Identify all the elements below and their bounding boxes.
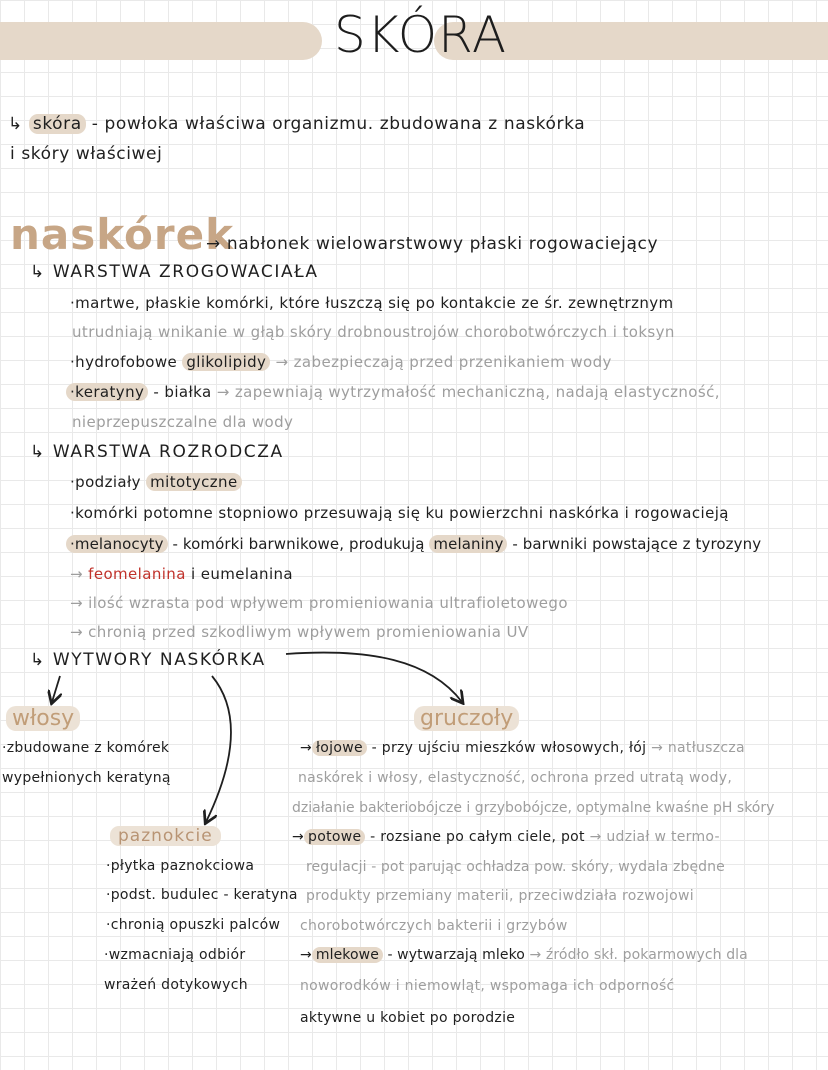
lojowe-desc: - przy ujściu mieszków włosowych, łój [371,740,647,756]
intro-term: skóra [29,114,86,134]
rozrodcza-line-2: ·komórki potomne stopniowo przesuwają się ku powierzchni naskórka i rogowacieją [70,504,729,522]
naskorek-heading: naskórek [10,210,235,259]
mlekowe-arrow: → [300,947,312,963]
glikolipidy-term: glikolipidy [182,353,270,371]
lojowe-arrow: → [300,740,313,756]
rozrodcza-line-6: → chronią przed szkodliwym wpływem promieniowania UV [70,623,529,641]
intro-arrow: ↳ [8,114,23,134]
potowe-desc: - rozsiane po całym ciele, pot [370,829,585,845]
arrow-to-paznokcie [206,676,231,822]
podzialy-text: ·podziały [70,473,141,491]
wlosy-heading: włosy [6,706,80,731]
keratyny-desc: → zapewniają wytrzymałość mechaniczną, nadają elastyczność, [216,383,720,401]
mitotyczne-term: mitotyczne [146,473,241,491]
zrogowaciala-line-2: utrudniają wnikanie w głąb skóry drobnoustrojów chorobotwórczych i toksyn [72,323,675,341]
potowe-line-1 [292,829,720,845]
wlosy-line-2: wypełnionych keratyną [2,770,171,786]
intro-line-2: i skóry właściwej [10,144,163,164]
arrow-to-gruczoly [286,653,462,702]
wlosy-line-1: ·zbudowane z komórek [2,740,170,756]
feomelanina-term: feomelanina [88,565,186,583]
potowe-arrow: → [292,829,305,845]
melaniny-desc: - barwniki powstające z tyrozyny [512,535,762,553]
potowe-line-2: regulacji - pot parując ochładza pow. skóry, wydala zbędne [306,859,725,875]
glikolipidy-desc: → zabezpieczają przed przenikaniem wody [275,353,612,371]
melanocyty-term: ·melanocyty [66,535,168,553]
naskorek-description: → nabłonek wielowarstwowy płaski rogowaciejący [206,234,659,254]
rozrodcza-line-5: → ilość wzrasta pod wpływem promieniowania ultrafioletowego [70,594,568,612]
keratyny-term: ·keratyny [66,383,148,401]
lojowe-line-1 [300,740,745,756]
wytwory-heading: ↳ WYTWORY NASKÓRKA [30,650,266,670]
melaniny-term: melaniny [429,535,507,553]
eumelanina-term: i eumelanina [190,565,294,583]
paznokcie-heading: paznokcie [110,826,221,846]
mlekowe-line-1 [300,947,748,963]
zrogowaciala-line-1: ·martwe, płaskie komórki, które łuszczą się po kontakcie ze śr. zewnętrznym [70,294,674,312]
mlekowe-line-3: aktywne u kobiet po porodzie [300,1010,516,1026]
mlekowe-line-2: noworodków i niemowląt, wspomaga ich odporność [300,978,675,994]
paznokcie-item: ·podst. budulec - keratyna [106,887,298,903]
page-title: SKÓRA [334,6,508,64]
mlekowe-term: mlekowe [312,947,383,963]
paznokcie-item: ·wzmacniają odbiór [104,947,246,963]
hydrofobowe-text: ·hydrofobowe [70,353,178,371]
zrogowaciala-line-5: nieprzepuszczalne dla wody [72,413,294,431]
mlekowe-desc: - wytwarzają mleko [387,947,525,963]
lojowe-line-3: działanie bakteriobójcze i grzybobójcze, optymalne kwaśne pH skóry [292,800,775,816]
intro-definition: - powłoka właściwa organizmu. zbudowana z naskórka [91,114,586,134]
rozrodcza-heading: ↳ WARSTWA ROZRODCZA [30,442,284,462]
potowe-term: potowe [304,829,365,845]
paznokcie-item: ·chronią opuszki palców [106,917,281,933]
potowe-line-4: chorobotwórczych bakterii i grzybów [300,918,568,934]
lojowe-line-2: naskórek i włosy, elastyczność, ochrona przed utratą wody, [298,770,733,786]
gruczoly-heading: gruczoły [414,706,519,731]
melanocyty-desc: - komórki barwnikowe, produkują [172,535,425,553]
lojowe-function: → natłuszcza [651,740,745,756]
arrow-to-wlosy [52,676,60,702]
paznokcie-item: wrażeń dotykowych [104,977,248,993]
keratyny-type: - białka [153,383,212,401]
lojowe-term: łojowe [312,740,367,756]
mlekowe-function: → źródło skł. pokarmowych dla [529,947,748,963]
melanin-arrow: → [70,565,83,583]
zrogowaciala-heading: ↳ WARSTWA ZROGOWACIAŁA [30,262,319,282]
potowe-line-3: produkty przemiany materii, przeciwdziała rozwojowi [306,888,694,904]
potowe-function: → udział w termo- [589,829,720,845]
paznokcie-item: ·płytka paznokciowa [106,858,255,874]
